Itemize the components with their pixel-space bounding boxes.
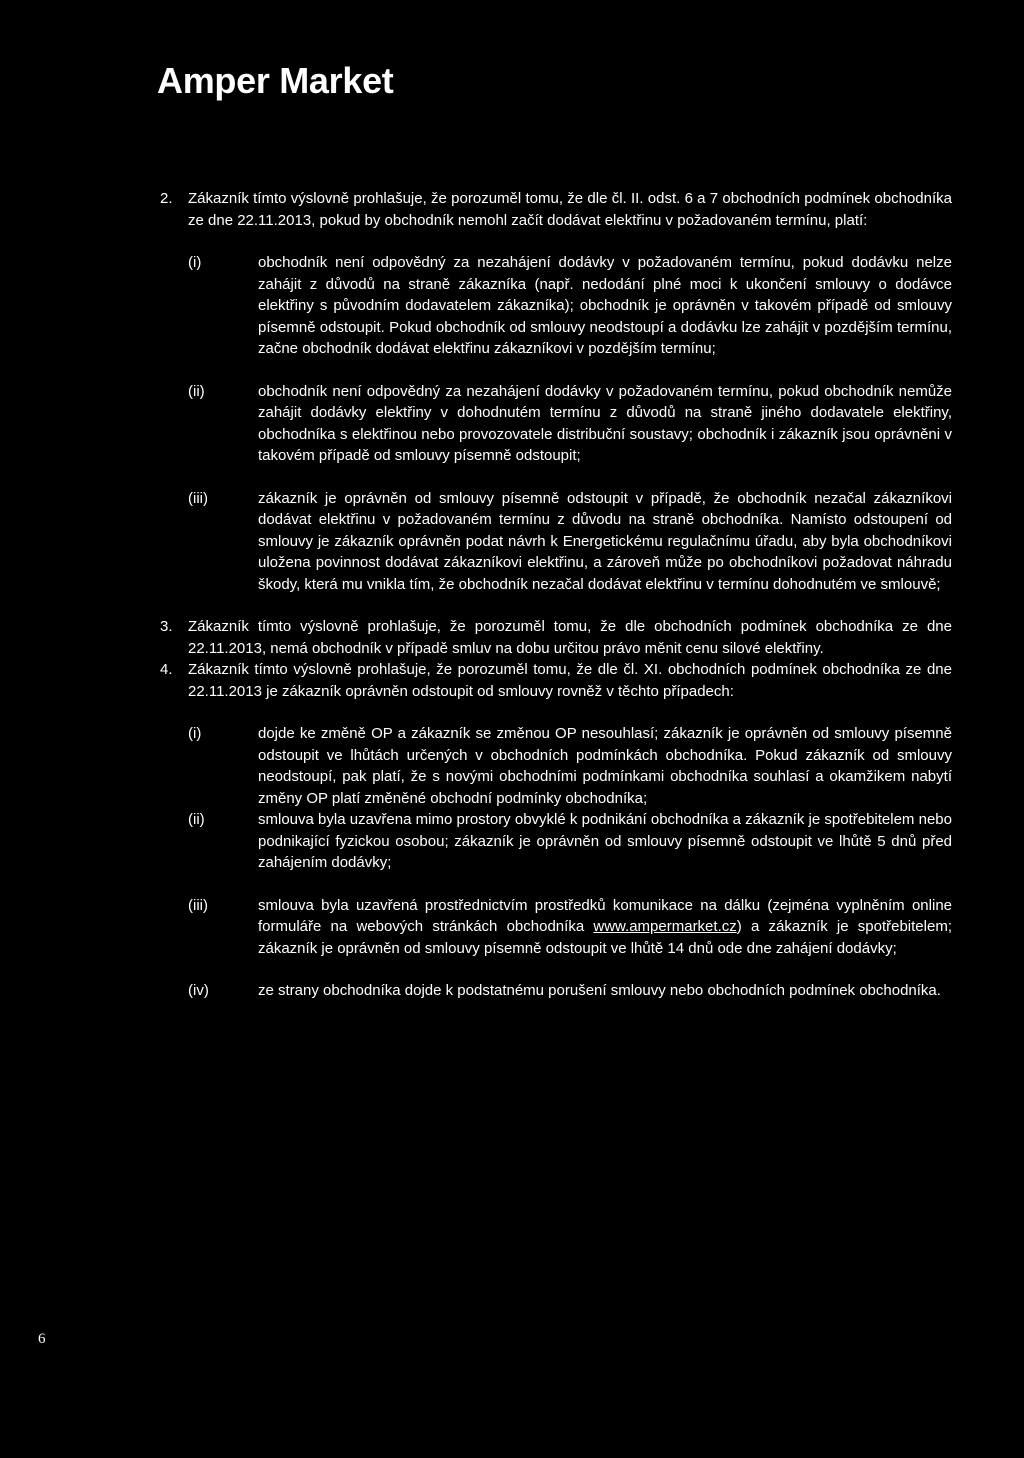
clause-text: Zákazník tímto výslovně prohlašuje, že porozuměl tomu, že dle čl. II. odst. 6 a 7 obchodních podmínek obchodníka ze dne 22.11.2013, pokud by obchodník nemohl začít dodávat elektřinu v požadovaném termínu, platí:	[188, 190, 952, 229]
item-text: dojde ke změně OP a zákazník se změnou OP nesouhlasí; zákazník je oprávněn od smlouvy písemně odstoupit ve lhůtách určených v obchodních podmínkách obchodníka. Pokud zákazník od smlouvy neodstoupí, pak platí, že s novými obchodními podmínkami obchodníka souhlasí a okamžikem nabytí změny OP platí změněné obchodní podmínky obchodníka;	[258, 725, 952, 807]
item-text: zákazník je oprávněn od smlouvy písemně odstoupit v případě, že obchodník nezačal zákazníkovi dodávat elektřinu v požadovaném termínu z důvodu na straně obchodníka. Namísto odstoupení od smlouvy je zákazník oprávněn podat návrh k Energetickému regulačnímu úřadu, aby byla obchodníkovi uložena povinnost dodávat zákazníkovi elektřinu, a zároveň může po obchodníkovi požadovat náhradu škody, která mu vnikla tím, že obchodník nezačal dodávat elektřinu v termínu dohodnutém ve smlouvě;	[258, 489, 952, 593]
clause-4-item-iv	[160, 980, 952, 1002]
clause-2	[160, 188, 952, 231]
item-text-after: ) a zákazník je spotřebitelem; zákazník je oprávněn od smlouvy písemně odstoupit ve lhůtě 14 dnů ode dne zahájení dodávky;	[258, 918, 952, 957]
clause-4-item-iii	[160, 895, 952, 960]
brand-logo: Amper Market	[157, 60, 394, 101]
item-label: (i)	[188, 254, 202, 271]
item-text: smlouva byla uzavřena mimo prostory obvyklé k podnikání obchodníka a zákazník je spotřebitelem nebo podnikající fyzickou osobou; zákazník je oprávněn od smlouvy písemně odstoupit ve lhůtě 5 dnů před zahájením dodávky;	[258, 811, 952, 871]
item-label: (ii)	[188, 811, 205, 828]
clause-2-item-i	[160, 252, 952, 360]
clause-4	[160, 659, 952, 702]
item-label: (iii)	[188, 896, 208, 914]
item-text	[258, 895, 952, 960]
clause-number: 2.	[160, 190, 173, 207]
item-text: ze strany obchodníka dojde k podstatnému porušení smlouvy nebo obchodních podmínek obchodníka.	[258, 982, 941, 999]
clause-text: Zákazník tímto výslovně prohlašuje, že porozuměl tomu, že dle čl. XI. obchodních podmínek obchodníka ze dne 22.11.2013 je zákazník oprávněn odstoupit od smlouvy rovněž v těchto případech:	[188, 661, 952, 700]
item-label: (i)	[188, 725, 202, 742]
item-text: obchodník není odpovědný za nezahájení dodávky v požadovaném termínu, pokud obchodník nemůže zahájit dodávky elektřiny v dohodnutém termínu z důvodů na straně jiného dodavatele elektřiny, obchodníka s elektřinou nebo provozovatele distribuční soustavy; obchodník i zákazník jsou oprávněni v takovém případě od smlouvy písemně odstoupit;	[258, 382, 952, 464]
item-text-before: smlouva byla uzavřená prostřednictvím prostředků komunikace na dálku (zejména vyplněním online formuláře na webových stránkách obchodníka	[258, 896, 952, 935]
item-label: (iv)	[188, 982, 209, 999]
page-number: 6	[38, 1331, 46, 1347]
clause-2-item-iii	[160, 488, 952, 596]
clause-3	[160, 616, 952, 659]
item-text: obchodník není odpovědný za nezahájení dodávky v požadovaném termínu, pokud dodávku nelze zahájit z důvodů na straně zákazníka (např. nedodání plné moci k ukončení smlouvy o dodávce elektřiny s původním dodavatelem zákazníka); obchodník je oprávněn v takovém případě od smlouvy písemně odstoupit. Pokud obchodník od smlouvy neodstoupí a dodávku lze zahájit v pozdějším termínu, začne obchodník dodávat elektřinu zákazníkovi v pozdějším termínu;	[258, 254, 952, 357]
clause-4-item-i	[160, 723, 952, 809]
item-label: (iii)	[188, 489, 208, 507]
clause-2-item-ii	[160, 381, 952, 467]
clause-text: Zákazník tímto výslovně prohlašuje, že porozuměl tomu, že dle obchodních podmínek obchodníka ze dne 22.11.2013, nemá obchodník v případě smluv na dobu určitou právo měnit cenu silové elektřiny.	[188, 618, 952, 657]
clause-number: 4.	[160, 661, 173, 678]
clause-number: 3.	[160, 618, 173, 635]
item-label: (ii)	[188, 382, 205, 400]
document-body	[160, 188, 952, 1002]
website-link[interactable]: www.ampermarket.cz	[593, 918, 737, 935]
clause-4-item-ii	[160, 809, 952, 874]
